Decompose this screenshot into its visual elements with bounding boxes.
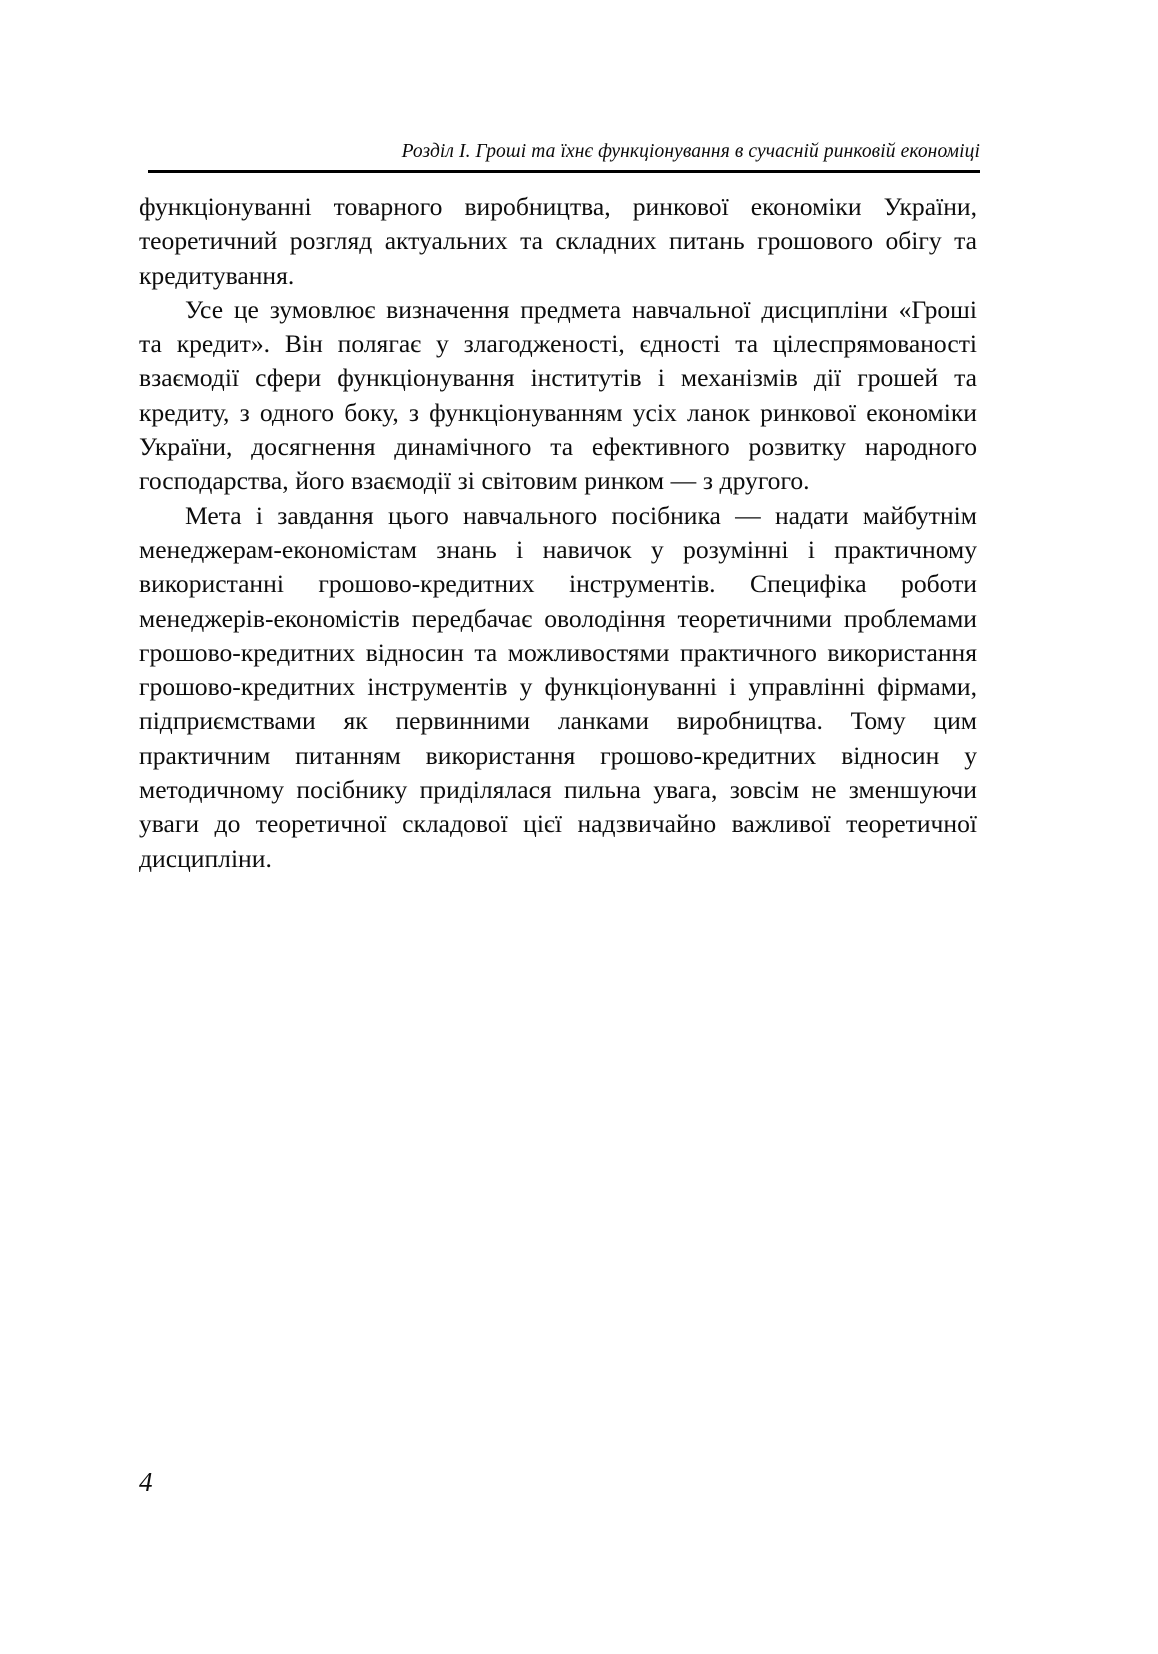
paragraph-3: Мета і завдання цього навчального посібника — надати майбутнім менеджерам-економістам знань і навичок у розумінні і практичному використанні грошово-кредитних інструментів. Специфіка роботи менеджерів-економістів передбачає оволодіння теоретичними проблемами грошово-кредитних відносин та можливостями практичного використання грошово-кредитних інструментів у функціонуванні і управлінні фірмами, підприємствами як первинними ланками виробництва. Тому цим практичним питанням використання грошово-кредитних відносин у методичному посібнику приділялася пильна увага, зовсім не зменшуючи уваги до теоретичної складової цієї надзвичайно важливої теоретичної дисципліни. — [139, 500, 977, 873]
paragraph-2: Усе це зумовлює визначення предмета навчальної дисципліни «Гроші та кредит». Він полягає у злагодженості, єдності та цілеспрямованості взаємодії сфери функціонування інститутів і механізмів дії грошей та кредиту, з одного боку, з функціонуванням усіх ланок ринкової економіки України, досягнення динамічного та ефективного розвитку народного господарства, його взаємодії зі світовим ринком — з другого. — [139, 294, 977, 496]
running-header-title: Розділ І. Гроші та їхнє функціонування в сучасній ринковій економіці — [401, 141, 980, 162]
running-header — [148, 140, 980, 174]
body-text-block — [139, 190, 977, 876]
header-divider-rule — [148, 170, 980, 173]
paragraph-1: функціонуванні товарного виробництва, ринкової економіки України, теоретичний розгляд актуальних та складних питань грошового обігу та кредитування. — [139, 192, 977, 290]
page-number: 4 — [139, 1467, 153, 1497]
